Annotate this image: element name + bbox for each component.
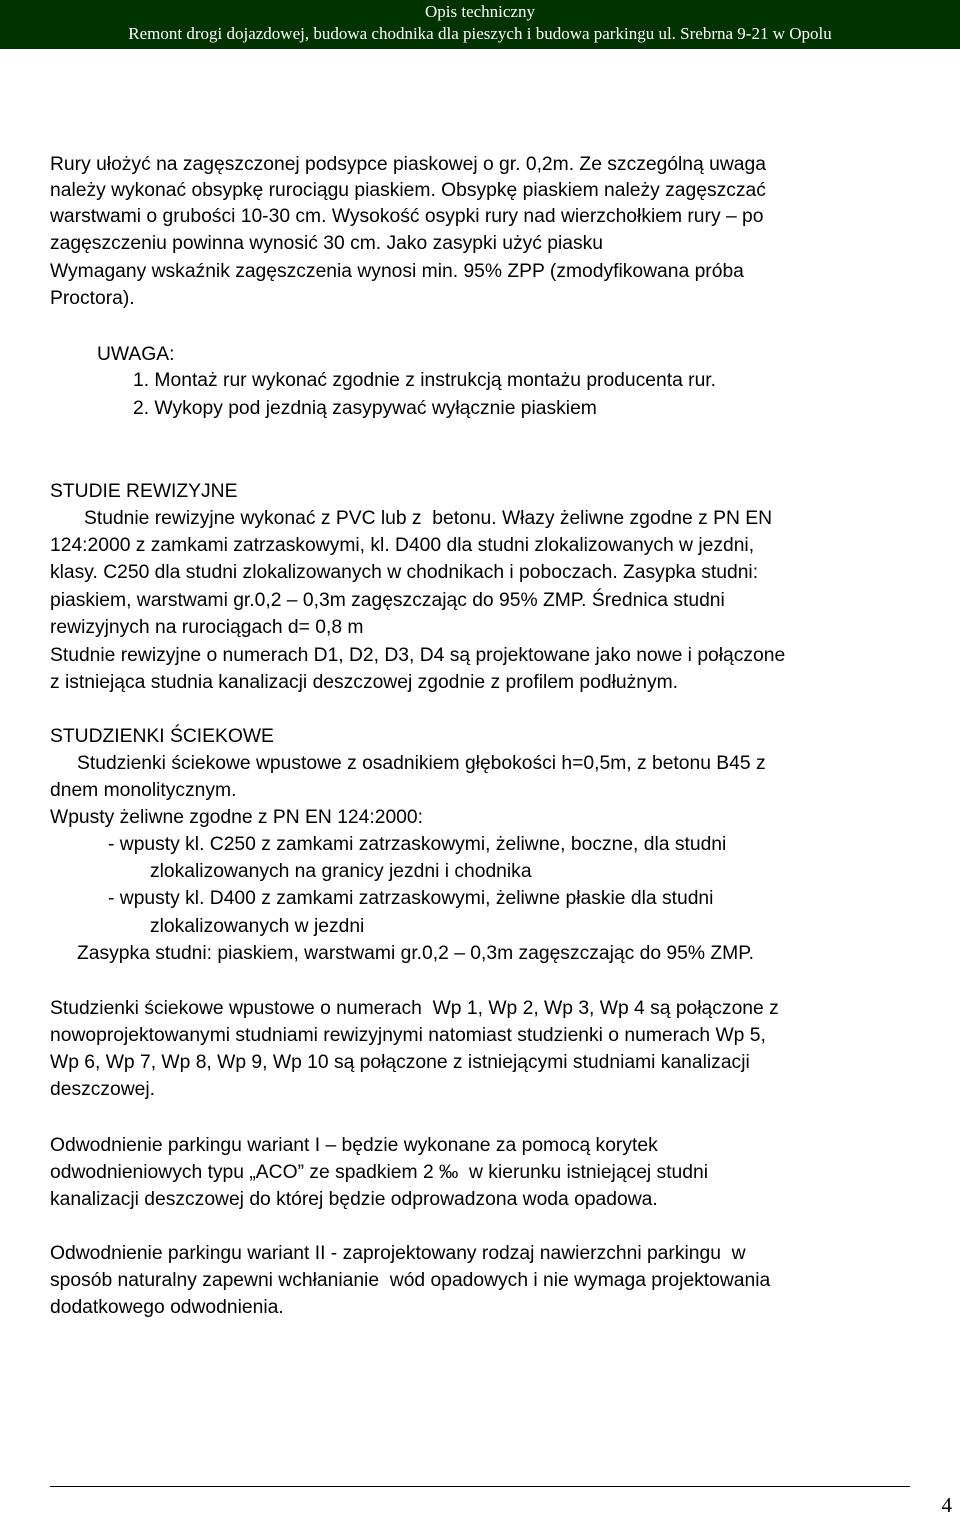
footer-divider: [50, 1486, 910, 1487]
body-line: Odwodnienie parkingu wariant I – będzie wykonane za pomocą korytek: [50, 1135, 658, 1156]
list-item-continuation: zlokalizowanych w jezdni: [150, 916, 365, 937]
body-line: należy wykonać obsypkę rurociągu piaskiem. Obsypkę piaskiem należy zagęszczać: [50, 180, 766, 201]
body-line: zagęszczeniu powinna wynosić 30 cm. Jako zasypki użyć piasku: [50, 233, 603, 254]
list-item: - wpusty kl. D400 z zamkami zatrzaskowymi, żeliwne płaskie dla studni: [108, 888, 714, 909]
body-line: piaskiem, warstwami gr.0,2 – 0,3m zagęszczając do 95% ZMP. Średnica studni: [50, 590, 725, 611]
body-line: Wp 6, Wp 7, Wp 8, Wp 9, Wp 10 są połączone z istniejącymi studniami kanalizacji: [50, 1052, 750, 1073]
list-item: - wpusty kl. C250 z zamkami zatrzaskowymi, żeliwne, boczne, dla studni: [108, 834, 727, 855]
body-line: rewizyjnych na rurociągach d= 0,8 m: [50, 617, 364, 638]
body-line: Rury ułożyć na zagęszczonej podsypce piaskowej o gr. 0,2m. Ze szczególną uwaga: [50, 154, 766, 175]
body-line: 124:2000 z zamkami zatrzaskowymi, kl. D400 dla studni zlokalizowanych w jezdni,: [50, 535, 755, 556]
body-line: Studzienki ściekowe wpustowe z osadnikiem głębokości h=0,5m, z betonu B45 z: [77, 753, 766, 774]
body-line: Studnie rewizyjne o numerach D1, D2, D3, D4 są projektowane jako nowe i połączone: [50, 645, 786, 666]
list-item-continuation: zlokalizowanych na granicy jezdni i chodnika: [150, 861, 532, 882]
body-line: Studnie rewizyjne wykonać z PVC lub z betonu. Włazy żeliwne zgodne z PN EN: [84, 508, 773, 529]
page-number: 4: [941, 1493, 952, 1517]
body-line: dodatkowego odwodnienia.: [50, 1297, 284, 1318]
body-line: deszczowej.: [50, 1079, 156, 1100]
body-line: warstwami o grubości 10-30 cm. Wysokość osypki rury nad wierzchołkiem rury – po: [50, 206, 764, 227]
note-item: 1. Montaż rur wykonać zgodnie z instrukcją montażu producenta rur.: [133, 370, 717, 391]
body-line: odwodnieniowych typu „ACO” ze spadkiem 2 ‰ w kierunku istniejącej studni: [50, 1162, 709, 1183]
body-line: dnem monolitycznym.: [50, 780, 237, 801]
header-title: Opis techniczny: [425, 2, 535, 21]
note-heading: UWAGA:: [97, 344, 175, 365]
body-line: Wpusty żeliwne zgodne z PN EN 124:2000:: [50, 807, 423, 828]
section-heading-studnie: STUDIE REWIZYJNE: [50, 481, 238, 502]
body-line: klasy. C250 dla studni zlokalizowanych w chodnikach i poboczach. Zasypka studni:: [50, 562, 759, 583]
body-line: nowoprojektowanymi studniami rewizyjnymi natomiast studzienki o numerach Wp 5,: [50, 1025, 766, 1046]
body-line: Odwodnienie parkingu wariant II - zaprojektowany rodzaj nawierzchni parkingu w: [50, 1243, 746, 1264]
body-line: Zasypka studni: piaskiem, warstwami gr.0,2 – 0,3m zagęszczając do 95% ZMP.: [77, 943, 754, 964]
section-heading-studzienki: STUDZIENKI ŚCIEKOWE: [50, 726, 274, 747]
body-line: Wymagany wskaźnik zagęszczenia wynosi min. 95% ZPP (zmodyfikowana próba: [50, 261, 744, 282]
header-subtitle: Remont drogi dojazdowej, budowa chodnika dla pieszych i budowa parkingu ul. Srebrna 9-21 w Opolu: [128, 24, 832, 43]
body-line: kanalizacji deszczowej do której będzie odprowadzona woda opadowa.: [50, 1189, 658, 1210]
document-header: [0, 0, 960, 49]
body-line: sposób naturalny zapewni wchłanianie wód opadowych i nie wymaga projektowania: [50, 1270, 771, 1291]
note-item: 2. Wykopy pod jezdnią zasypywać wyłącznie piaskiem: [133, 398, 597, 419]
body-line: Studzienki ściekowe wpustowe o numerach Wp 1, Wp 2, Wp 3, Wp 4 są połączone z: [50, 998, 779, 1019]
body-line: Proctora).: [50, 288, 135, 309]
body-line: z istniejąca studnia kanalizacji deszczowej zgodnie z profilem podłużnym.: [50, 672, 679, 693]
